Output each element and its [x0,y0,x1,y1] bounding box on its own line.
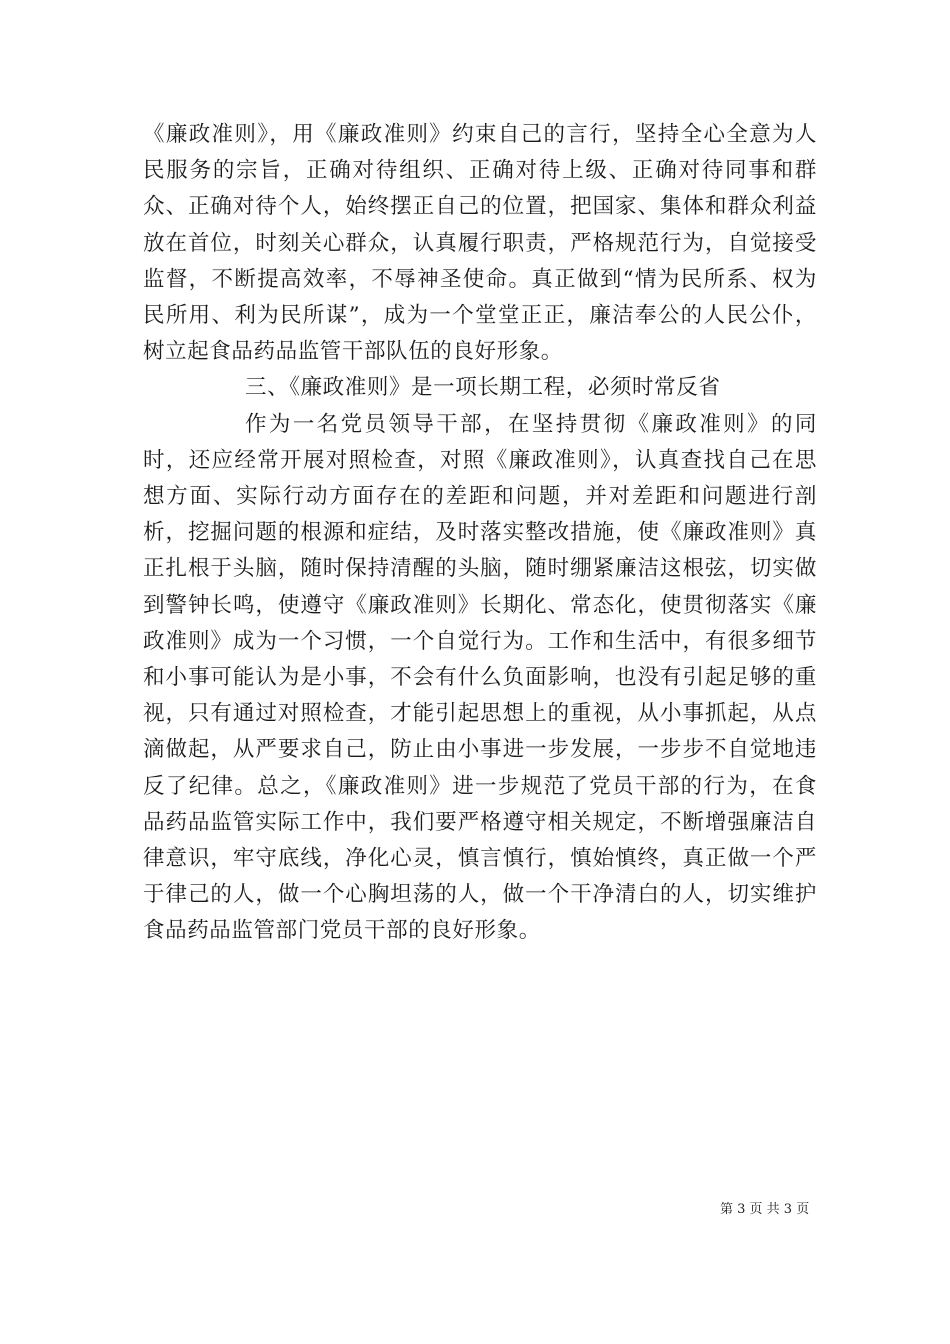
page-number-footer: 第 3 页 共 3 页 [720,1202,810,1217]
section-heading: 三、《廉政准则》是一项长期工程，必须时常反省 [245,375,721,401]
paragraph-continuation: 《廉政准则》，用《廉政准则》约束自己的言行，坚持全心全意为人民服务的宗旨，正确对待组织、正确对待上级、正确对待同事和群众、正确对待个人，始终摆正自己的位置，把国家、集体和群众利益放在首位，时刻关心群众，认真履行职责，严格规范行为，自觉接受监督，不断提高效率，不辱神圣使命。真正做到“情为民所系、权为民所用、利为民所谋”，成为一个堂堂正正，廉洁奉公的人民公仆，树立起食品药品监管干部队伍的良好形象。 [143,122,817,365]
section-body-paragraph: 作为一名党员领导干部，在坚持贯彻《廉政准则》的同时，还应经常开展对照检查，对照《廉政准则》，认真查找自己在思想方面、实际行动方面存在的差距和问题，并对差距和问题进行剖析，挖掘问题的根源和症结，及时落实整改措施，使《廉政准则》真正扎根于头脑，随时保持清醒的头脑，随时绷紧廉洁这根弦，切实做到警钟长鸣，使遵守《廉政准则》长期化、常态化，使贯彻落实《廉政准则》成为一个习惯，一个自觉行为。工作和生活中，有很多细节和小事可能认为是小事，不会有什么负面影响，也没有引起足够的重视，只有通过对照检查，才能引起思想上的重视，从小事抓起，从点滴做起，从严要求自己，防止由小事进一步发展，一步步不自觉地违反了纪律。总之，《廉政准则》进一步规范了党员干部的行为，在食品药品监管实际工作中，我们要严格遵守相关规定，不断增强廉洁自律意识，牢守底线，净化心灵，慎言慎行，慎始慎终，真正做一个严于律己的人，做一个心胸坦荡的人，做一个干净清白的人，切实维护食品药品监管部门党员干部的良好形象。 [143,411,817,944]
document-body [143,117,817,950]
